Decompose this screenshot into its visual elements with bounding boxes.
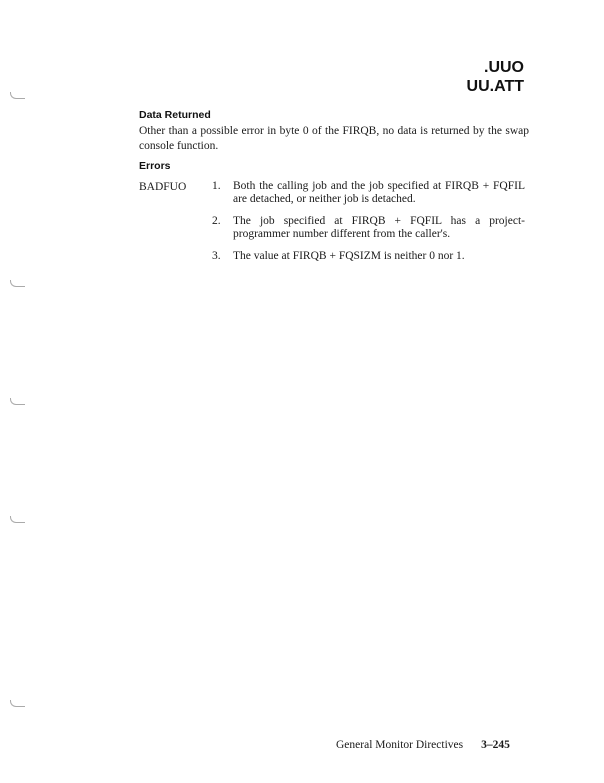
data-returned-heading: Data Returned bbox=[139, 109, 211, 121]
header-subdirective: UU.ATT bbox=[466, 78, 524, 95]
page-footer bbox=[336, 739, 510, 751]
error-item-number: 3. bbox=[212, 250, 221, 262]
error-item bbox=[205, 250, 525, 263]
error-item-text: The value at FIRQB + FQSIZM is neither 0 nor 1. bbox=[233, 250, 465, 262]
footer-section-title: General Monitor Directives bbox=[336, 739, 464, 751]
error-item-text: The job specified at FIRQB + FQFIL has a project-programmer number different from the caller's. bbox=[233, 215, 525, 240]
data-returned-text: Other than a possible error in byte 0 of the FIRQB, no data is returned by the swap console function. bbox=[139, 125, 529, 152]
error-list bbox=[205, 180, 525, 272]
error-item-number: 1. bbox=[212, 180, 221, 192]
margin-mark bbox=[10, 398, 25, 405]
errors-heading: Errors bbox=[139, 160, 171, 172]
page-header bbox=[467, 58, 524, 96]
error-item-text: Both the calling job and the job specified at FIRQB + FQFIL are detached, or neither job is detached. bbox=[233, 180, 525, 205]
margin-mark bbox=[10, 280, 25, 287]
error-item bbox=[205, 215, 525, 241]
page-number: 3–245 bbox=[481, 739, 510, 751]
error-item-number: 2. bbox=[212, 215, 221, 227]
error-code: BADFUO bbox=[139, 181, 187, 193]
margin-mark bbox=[10, 516, 25, 523]
margin-mark bbox=[10, 92, 25, 99]
error-item bbox=[205, 180, 525, 206]
header-directive: .UUO bbox=[484, 59, 524, 76]
margin-mark bbox=[10, 700, 25, 707]
